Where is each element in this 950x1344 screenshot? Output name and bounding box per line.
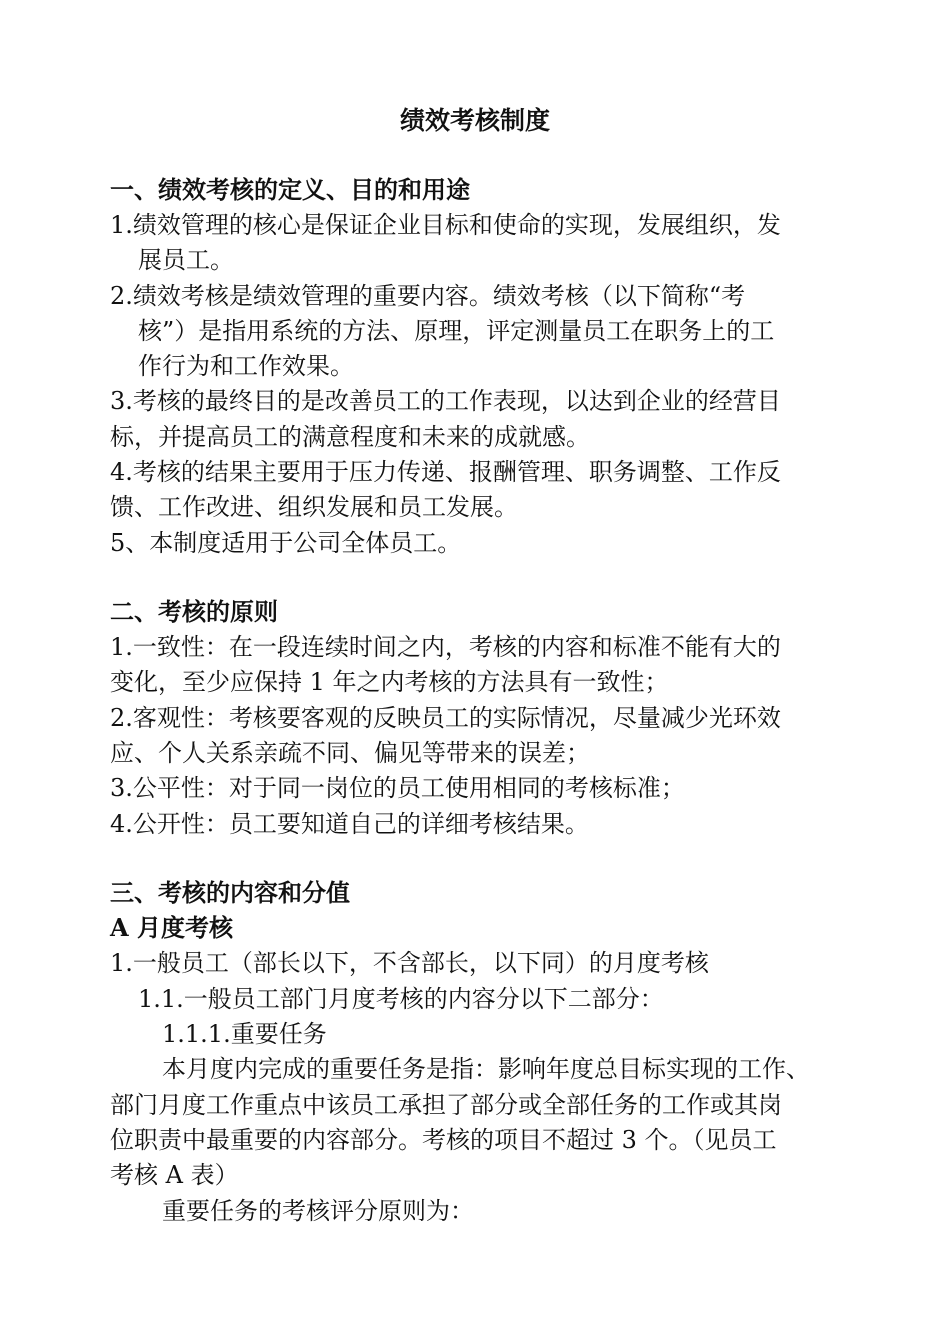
section-1-item-2-line-2: 核”）是指用系统的方法、原理，评定测量员工在职务上的工 — [138, 317, 775, 345]
section-1-item-5: 5、本制度适用于公司全体员工。 — [110, 529, 462, 557]
section-2-item-4: 4.公开性：员工要知道自己的详细考核结果。 — [110, 810, 589, 838]
section-3-para-1-line-3: 位职责中最重要的内容部分。考核的项目不超过 3 个。（见员工 — [110, 1126, 777, 1154]
section-3-para-1-line-4: 考核 A 表） — [110, 1161, 239, 1189]
section-1-item-1-line-1: 1.绩效管理的核心是保证企业目标和使命的实现，发展组织，发 — [110, 211, 781, 239]
section-3-para-2: 重要任务的考核评分原则为： — [162, 1197, 474, 1225]
section-1-heading: 一、绩效考核的定义、目的和用途 — [110, 175, 470, 204]
section-1-item-4-line-2: 馈、工作改进、组织发展和员工发展。 — [110, 493, 518, 521]
section-2-item-2-line-2: 应、个人关系亲疏不同、偏见等带来的误差； — [110, 739, 590, 767]
section-2-item-2-line-1: 2.客观性：考核要客观的反映员工的实际情况，尽量减少光环效 — [110, 704, 781, 732]
section-1-item-2-line-1: 2.绩效考核是绩效管理的重要内容。绩效考核（以下简称“考 — [110, 282, 746, 310]
section-3-item-1-1: 1.1.一般员工部门月度考核的内容分以下二部分： — [138, 985, 664, 1013]
section-3-heading: 三、考核的内容和分值 — [110, 878, 350, 907]
section-3-item-1-1-1: 1.1.1.重要任务 — [162, 1020, 327, 1048]
section-1-item-4-line-1: 4.考核的结果主要用于压力传递、报酬管理、职务调整、工作反 — [110, 458, 781, 486]
section-1-item-1-line-2: 展员工。 — [138, 246, 234, 274]
section-3-item-1: 1.一般员工（部长以下，不含部长，以下同）的月度考核 — [110, 949, 709, 977]
section-1-item-3-line-2: 标，并提高员工的满意程度和未来的成就感。 — [110, 423, 590, 451]
section-1-item-2-line-3: 作行为和工作效果。 — [138, 352, 354, 380]
section-1-item-3-line-1: 3.考核的最终目的是改善员工的工作表现，以达到企业的经营目 — [110, 387, 781, 415]
section-2-item-1-line-1: 1.一致性：在一段连续时间之内，考核的内容和标准不能有大的 — [110, 633, 781, 661]
section-2-heading: 二、考核的原则 — [110, 597, 278, 626]
section-3-para-1-line-2: 部门月度工作重点中该员工承担了部分或全部任务的工作或其岗 — [110, 1091, 782, 1119]
section-2-item-3: 3.公平性：对于同一岗位的员工使用相同的考核标准； — [110, 774, 685, 802]
section-2-item-1-line-2: 变化，至少应保持 1 年之内考核的方法具有一致性； — [110, 668, 669, 696]
document-title: 绩效考核制度 — [400, 106, 551, 135]
section-3-para-1-line-1: 本月度内完成的重要任务是指：影响年度总目标实现的工作、 — [162, 1055, 810, 1083]
section-3-subheading: A 月度考核 — [110, 913, 233, 942]
